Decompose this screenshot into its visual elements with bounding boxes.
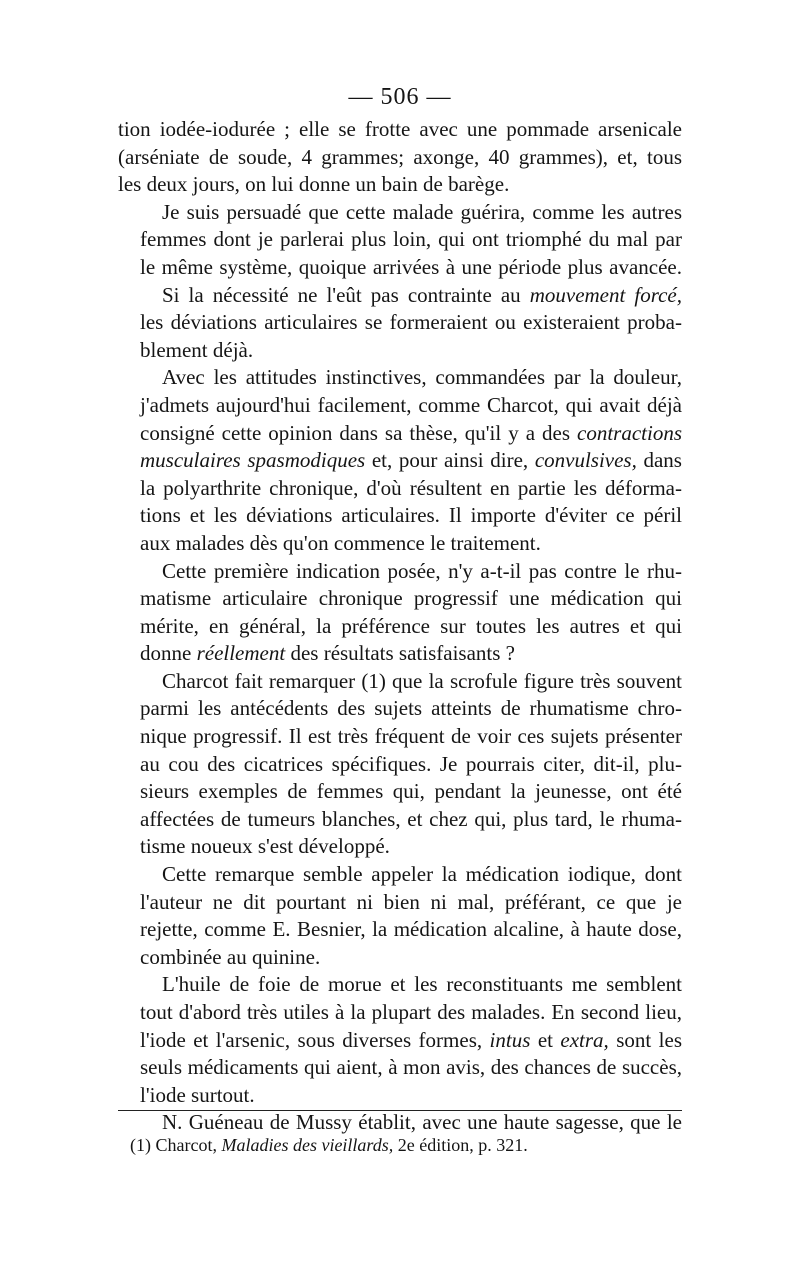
- text-line: tout d'abord très utiles à la plupart des malades. En second lieu,: [140, 1000, 682, 1024]
- footnote-edition: 2e édition, p. 321.: [393, 1135, 528, 1155]
- text-line: femmes dont je parlerai plus loin, qui ont triomphé du mal par: [140, 227, 682, 252]
- body-text: [118, 116, 682, 1137]
- text-line: matisme articulaire chronique progressif une médication qui: [140, 586, 682, 611]
- text-span: Si la nécessité ne l'eût pas contrainte au: [162, 282, 530, 307]
- text-span: sont les: [608, 1027, 682, 1052]
- paragraph-8: [118, 971, 682, 1109]
- text-span: et: [530, 1027, 561, 1052]
- text-span: des résultats satisfaisants ?: [285, 641, 515, 666]
- text-line: tion iodée-iodurée ; elle se frotte avec une pommade arsenicale: [118, 117, 682, 141]
- footnote: [130, 1133, 680, 1157]
- italic-text: contractions: [577, 420, 682, 445]
- text-line: aux malades dès qu'on commence le traitement.: [140, 530, 541, 555]
- text-line: [118, 282, 682, 310]
- footnote-title: Maladies des vieillards,: [221, 1135, 394, 1155]
- text-line: tisme noueux s'est développé.: [140, 834, 390, 859]
- italic-text: convulsives,: [534, 448, 637, 473]
- text-span: dans: [636, 448, 682, 473]
- text-line: mérite, en général, la préférence sur toutes les autres et qui: [140, 613, 682, 638]
- text-line: au cou des cicatrices spécifiques. Je pourrais citer, dit-il, plu-: [140, 751, 682, 776]
- text-line: tions et les déviations articulaires. Il importe d'éviter ce péril: [140, 503, 682, 528]
- paragraph-2: [118, 199, 682, 282]
- text-line: L'huile de foie de morue et les reconstituants me semblent: [162, 972, 682, 997]
- text-line: Charcot fait remarquer (1) que la scrofule figure très souvent: [162, 668, 682, 693]
- italic-text: musculaires spasmodiques: [140, 448, 366, 473]
- text-line: j'admets aujourd'hui facilement, comme Charcot, qui avait déjà: [140, 392, 682, 417]
- text-line: affectées de tumeurs blanches, et chez qui, plus tard, le rhuma-: [140, 806, 682, 831]
- text-span: consigné cette opinion dans sa thèse, qu'il y a des: [140, 420, 577, 445]
- text-line: l'iode surtout.: [140, 1082, 255, 1107]
- text-line: les déviations articulaires se formeraient ou existeraient proba-: [140, 310, 682, 335]
- paragraph-3: [118, 282, 682, 365]
- footnote-marker: (1) Charcot,: [130, 1135, 222, 1155]
- paragraph-7: [118, 861, 682, 971]
- italic-text: réellement: [196, 641, 286, 666]
- text-line: [118, 420, 682, 448]
- text-line: rejette, comme E. Besnier, la médication alcaline, à haute dose,: [140, 917, 682, 942]
- text-line: le même système, quoique arrivées à une période plus avancée.: [140, 254, 682, 279]
- text-line: la polyarthrite chronique, d'où résultent en partie les déforma-: [140, 475, 682, 500]
- text-line: Avec les attitudes instinctives, commandées par la douleur,: [162, 365, 682, 390]
- paragraph-4: [118, 364, 682, 557]
- text-line: seuls médicaments qui aient, à mon avis, des chances de succès,: [140, 1055, 682, 1080]
- text-line: [118, 447, 682, 475]
- paragraph-5: [118, 558, 682, 668]
- text-line: combinée au quinine.: [140, 944, 321, 969]
- text-line: blement déjà.: [140, 337, 254, 362]
- italic-text: intus: [489, 1027, 531, 1052]
- text-span: l'iode et l'arsenic, sous diverses formes,: [140, 1027, 490, 1052]
- footnote-divider: [118, 1110, 682, 1111]
- italic-text: extra,: [560, 1027, 609, 1052]
- text-line: nique progressif. Il est très fréquent de voir ces sujets présenter: [140, 724, 682, 749]
- text-line: [118, 1027, 682, 1055]
- text-line: l'auteur ne dit pourtant ni bien ni mal, préférant, ce que je: [140, 889, 682, 914]
- text-line: sieurs exemples de femmes qui, pendant la jeunesse, ont été: [140, 779, 682, 804]
- text-line: Cette première indication posée, n'y a-t-il pas contre le rhu-: [162, 558, 682, 583]
- text-line: [118, 640, 682, 668]
- text-line: Cette remarque semble appeler la médication iodique, dont: [162, 862, 682, 887]
- page-number: — 506 —: [348, 84, 452, 110]
- text-line: parmi les antécédents des sujets atteints de rhumatisme chro-: [140, 696, 682, 721]
- paragraph-1: [118, 116, 682, 199]
- paragraph-6: [118, 668, 682, 861]
- text-line: les deux jours, on lui donne un bain de barège.: [118, 172, 510, 197]
- text-line: (arséniate de soude, 4 grammes; axonge, 40 grammes), et, tous: [118, 144, 682, 169]
- text-line: N. Guéneau de Mussy établit, avec une haute sagesse, que le: [162, 1110, 682, 1135]
- text-span: donne: [140, 641, 197, 666]
- text-span: et, pour ainsi dire,: [365, 448, 535, 473]
- italic-text: mouvement forcé,: [529, 282, 682, 307]
- text-line: Je suis persuadé que cette malade guérira, comme les autres: [162, 199, 682, 224]
